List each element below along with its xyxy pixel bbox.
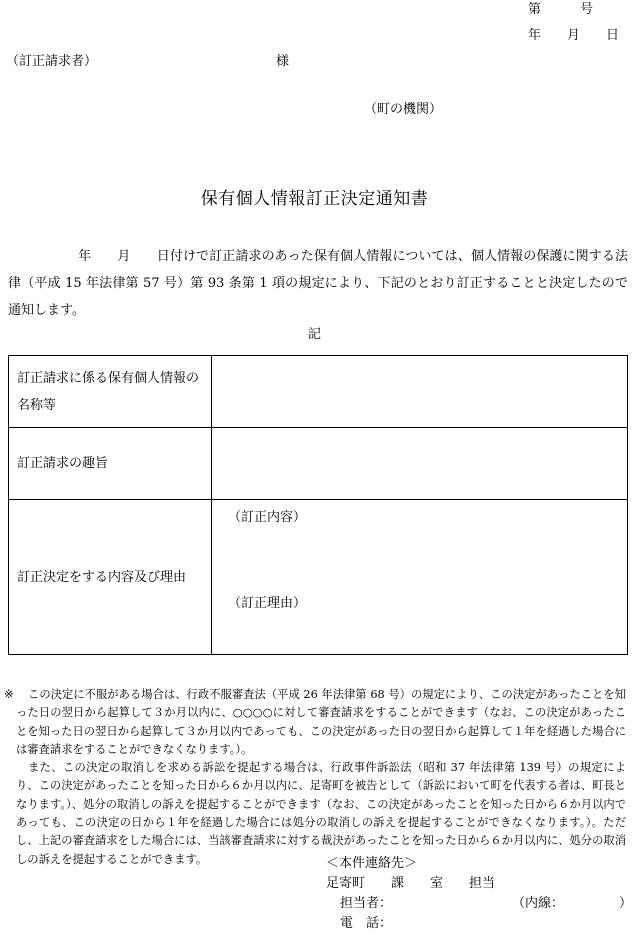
table-row	[9, 428, 628, 500]
correction-reason-label: （訂正理由）	[228, 596, 307, 611]
row-label-decision: 訂正決定をする内容及び理由	[9, 500, 212, 655]
ki-marker: 記	[307, 327, 321, 342]
issuer-label: （町の機関）	[364, 102, 443, 117]
contact-person-label: 担当者：	[340, 896, 393, 911]
row-value-decision	[212, 500, 628, 655]
note-paragraph-lawsuit: また、この決定の取消しを求める訴訟を提起する場合は、行政事件訴訟法（昭和 37 年法律第 139 号）の規定により、この決定があったことを知った日から６か月以内に、足寄町を被告として（訴訟において町を代表する者は、町長となります。）、処分の取消しの訴えを提起することができます（なお、この決定があったことを知った日から６か月以内であっても、この決定の日から１年を経過した場合には処分の取消しの訴えを提起することができなくなります。）。ただし、上記の審査請求をした場合には、当該審査請求に対する裁決があったことを知った日から６か月以内に、処分の取消しの訴えを提起することができます。	[16, 761, 626, 866]
contact-heading: ＜本件連絡先＞	[326, 856, 418, 871]
contact-department: 足寄町 課 室 担当	[326, 876, 496, 891]
contact-extension-close: ）	[619, 896, 632, 911]
table-row	[9, 356, 628, 428]
document-number: 第 号	[528, 2, 594, 17]
contact-phone-label: 電 話：	[340, 916, 393, 931]
appeal-notes	[4, 686, 626, 869]
notice-body-text: 年 月 日付けで訂正請求のあった保有個人情報については、個人情報の保護に関する法律（平成 15 年法律第 57 号）第 93 条第 1 項の規定により、下記のとおり訂正することと決定したので通知します。	[8, 249, 628, 318]
row-value-request-purpose	[212, 428, 628, 500]
note-paragraph-appeal: この決定に不服がある場合は、行政不服審査法（平成 26 年法律第 68 号）の規定により、この決定があったことを知った日の翌日から起算して３か月以内に、○○○○に対して審査請求をすることができます（なお、この決定があったことを知った日の翌日から起算して３か月以内であっても、この決定があった日の翌日から起算して１年を経過した場合には審査請求をすることができなくなります。）。	[16, 688, 626, 756]
notice-body	[8, 243, 628, 324]
row-value-info-name	[212, 356, 628, 428]
table-row	[9, 500, 628, 655]
note-mark: ※	[4, 688, 14, 701]
document-title: 保有個人情報訂正決定通知書	[200, 189, 429, 209]
requester-label: （訂正請求者）	[6, 54, 98, 69]
document-date: 年 月 日	[528, 28, 620, 43]
correction-table	[8, 355, 628, 655]
correction-content-label: （訂正内容）	[228, 510, 307, 525]
row-label-info-name: 訂正請求に係る保有個人情報の名称等	[9, 356, 212, 428]
row-label-request-purpose: 訂正請求の趣旨	[9, 428, 212, 500]
contact-extension-label: （内線：	[512, 896, 565, 911]
honorific: 様	[276, 54, 290, 69]
